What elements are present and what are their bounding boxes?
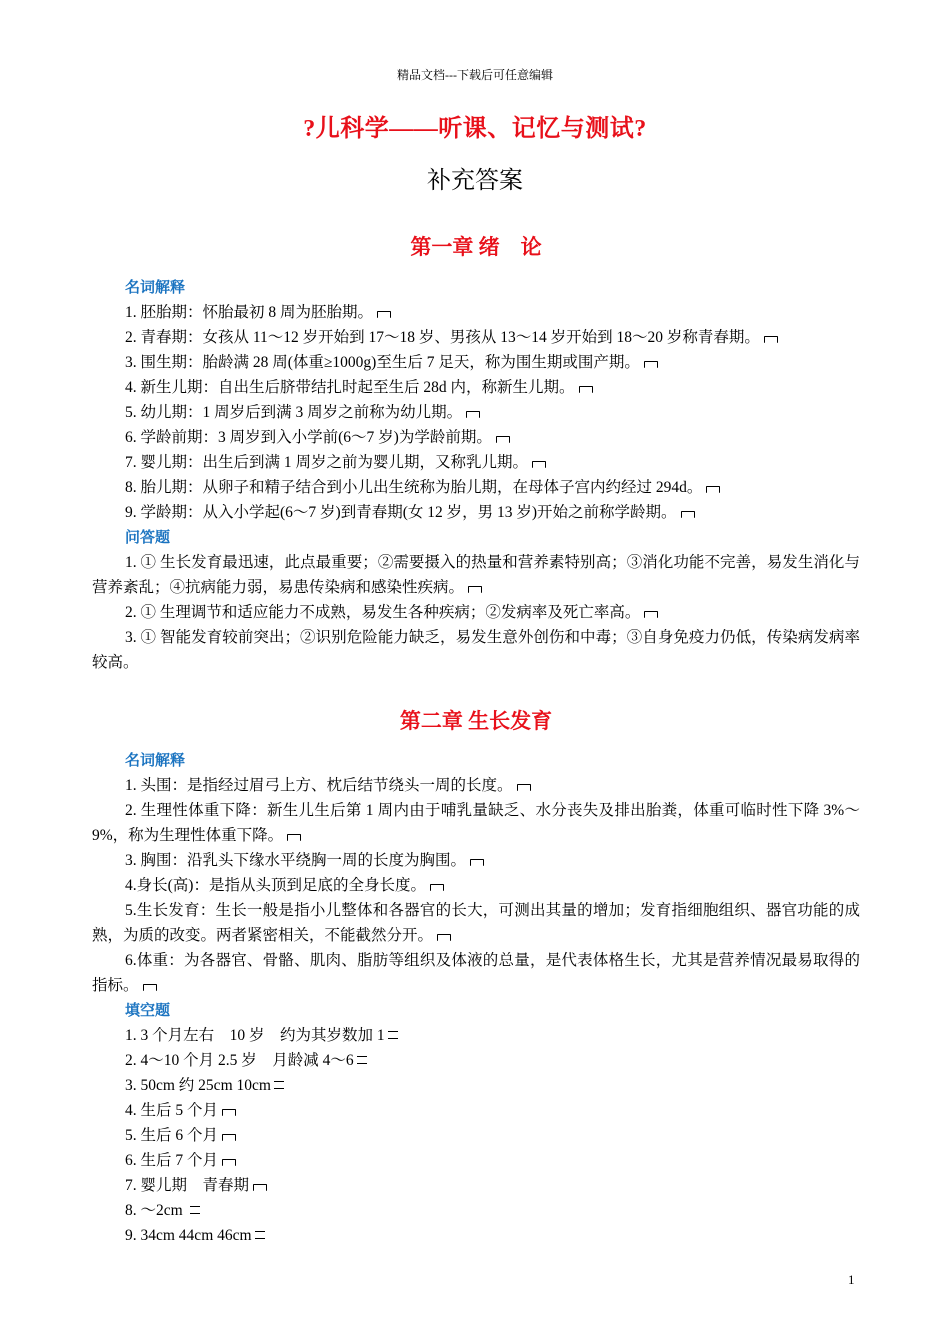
edit-mark-icon — [644, 361, 658, 368]
term-item: 4. 新生儿期：自出生后脐带结扎时起至生后 28d 内，称新生儿期。 — [92, 375, 860, 400]
chapter-2 — [92, 706, 860, 736]
term-item: 1. 头围：是指经过眉弓上方、枕后结节绕头一周的长度。 — [92, 773, 860, 798]
term-item: 7. 婴儿期：出生后到满 1 周岁之前为婴儿期，又称乳儿期。 — [92, 450, 860, 475]
edit-mark-icon — [644, 611, 658, 618]
edit-mark-icon — [388, 1031, 398, 1039]
chapter-1 — [92, 232, 860, 262]
fill-item: 6. 生后 7 个月 — [92, 1148, 860, 1173]
term-item: 4.身长(高)：是指从头顶到足底的全身长度。 — [92, 873, 860, 898]
page-header: 精品文档---下载后可任意编辑 — [397, 68, 553, 82]
edit-mark-icon — [764, 336, 778, 343]
chapter-1-qa-heading: 问答题 — [125, 528, 171, 546]
edit-mark-icon — [468, 586, 482, 593]
term-item: 5. 幼儿期：1 周岁后到满 3 周岁之前称为幼儿期。 — [92, 400, 860, 425]
fill-item: 8. ～2cm — [92, 1198, 860, 1223]
edit-mark-icon — [274, 1081, 284, 1089]
chapter-1-body — [92, 275, 860, 675]
edit-mark-icon — [681, 511, 695, 518]
edit-mark-icon — [377, 311, 391, 318]
term-item: 6.体重：为各器官、骨骼、肌肉、脂肪等组织及体液的总量，是代表体格生长，尤其是营养情况最易取得的指标。 — [92, 952, 860, 994]
edit-mark-icon — [222, 1134, 236, 1141]
fill-item: 3. 50cm 约 25cm 10cm — [92, 1073, 860, 1098]
document-title: ?儿科学——听课、记忆与测试? — [303, 116, 647, 142]
document-subtitle: 补充答案 — [427, 166, 523, 194]
fill-item: 7. 婴儿期 青春期 — [92, 1173, 860, 1198]
term-item: 3. 胸围：沿乳头下缘水平绕胸一周的长度为胸围。 — [92, 848, 860, 873]
edit-mark-icon — [222, 1159, 236, 1166]
qa-item: 2. ① 生理调节和适应能力不成熟，易发生各种疾病；②发病率及死亡率高。 — [92, 600, 860, 625]
chapter-2-terms-heading: 名词解释 — [125, 751, 186, 769]
page-number: 1 — [848, 1272, 855, 1287]
edit-mark-icon — [706, 486, 720, 493]
fill-item: 2. 4～10 个月 2.5 岁 月龄减 4～6 — [92, 1048, 860, 1073]
chapter-1-title: 第一章 绪 论 — [410, 235, 542, 259]
edit-mark-icon — [143, 984, 157, 991]
term-item: 2. 生理性体重下降：新生儿生后第 1 周内由于哺乳量缺乏、水分丧失及排出胎粪，体重可临时性下降 3%～9%，称为生理性体重下降。 — [92, 802, 860, 844]
chapter-2-title: 第二章 生长发育 — [399, 709, 553, 733]
term-item: 5.生长发育：生长一般是指小儿整体和各器官的长大，可测出其量的增加；发育指细胞组织、器官功能的成熟，为质的改变。两者紧密相关，不能截然分开。 — [92, 902, 860, 944]
edit-mark-icon — [466, 411, 480, 418]
edit-mark-icon — [532, 461, 546, 468]
fill-item: 4. 生后 5 个月 — [92, 1098, 860, 1123]
fill-item: 9. 34cm 44cm 46cm — [92, 1223, 860, 1248]
edit-mark-icon — [437, 934, 451, 941]
edit-mark-icon — [430, 884, 444, 891]
term-item: 9. 学龄期：从入小学起(6～7 岁)到青春期(女 12 岁，男 13 岁)开始之前称学龄期。 — [92, 500, 860, 525]
edit-mark-icon — [253, 1184, 267, 1191]
term-item: 2. 青春期：女孩从 11～12 岁开始到 17～18 岁、男孩从 13～14 岁开始到 18～20 岁称青春期。 — [92, 325, 860, 350]
chapter-2-body — [92, 748, 860, 1248]
edit-mark-icon — [470, 859, 484, 866]
edit-mark-icon — [517, 784, 531, 791]
edit-mark-icon — [357, 1056, 367, 1064]
edit-mark-icon — [222, 1109, 236, 1116]
chapter-2-fill-heading: 填空题 — [125, 1001, 171, 1019]
edit-mark-icon — [287, 834, 301, 841]
term-item: 6. 学龄前期：3 周岁到入小学前(6～7 岁)为学龄前期。 — [92, 425, 860, 450]
term-item: 1. 胚胎期：怀胎最初 8 周为胚胎期。 — [92, 300, 860, 325]
term-item: 8. 胎儿期：从卵子和精子结合到小儿出生统称为胎儿期，在母体子宫内约经过 294d。 — [92, 475, 860, 500]
fill-item: 1. 3 个月左右 10 岁 约为其岁数加 1 — [92, 1023, 860, 1048]
edit-mark-icon — [579, 386, 593, 393]
edit-mark-icon — [190, 1206, 200, 1214]
chapter-1-terms-heading: 名词解释 — [125, 278, 186, 296]
term-item: 3. 围生期：胎龄满 28 周(体重≥1000g)至生后 7 足天，称为围生期或围产期。 — [92, 350, 860, 375]
fill-item: 5. 生后 6 个月 — [92, 1123, 860, 1148]
qa-item: 3. ① 智能发育较前突出；②识别危险能力缺乏，易发生意外创伤和中毒；③自身免疫力仍低，传染病发病率较高。 — [92, 629, 860, 671]
edit-mark-icon — [255, 1231, 265, 1239]
edit-mark-icon — [496, 436, 510, 443]
qa-item: 1. ① 生长发育最迅速，此点最重要；②需要摄入的热量和营养素特别高；③消化功能不完善，易发生消化与营养紊乱；④抗病能力弱，易患传染病和感染性疾病。 — [92, 554, 860, 596]
